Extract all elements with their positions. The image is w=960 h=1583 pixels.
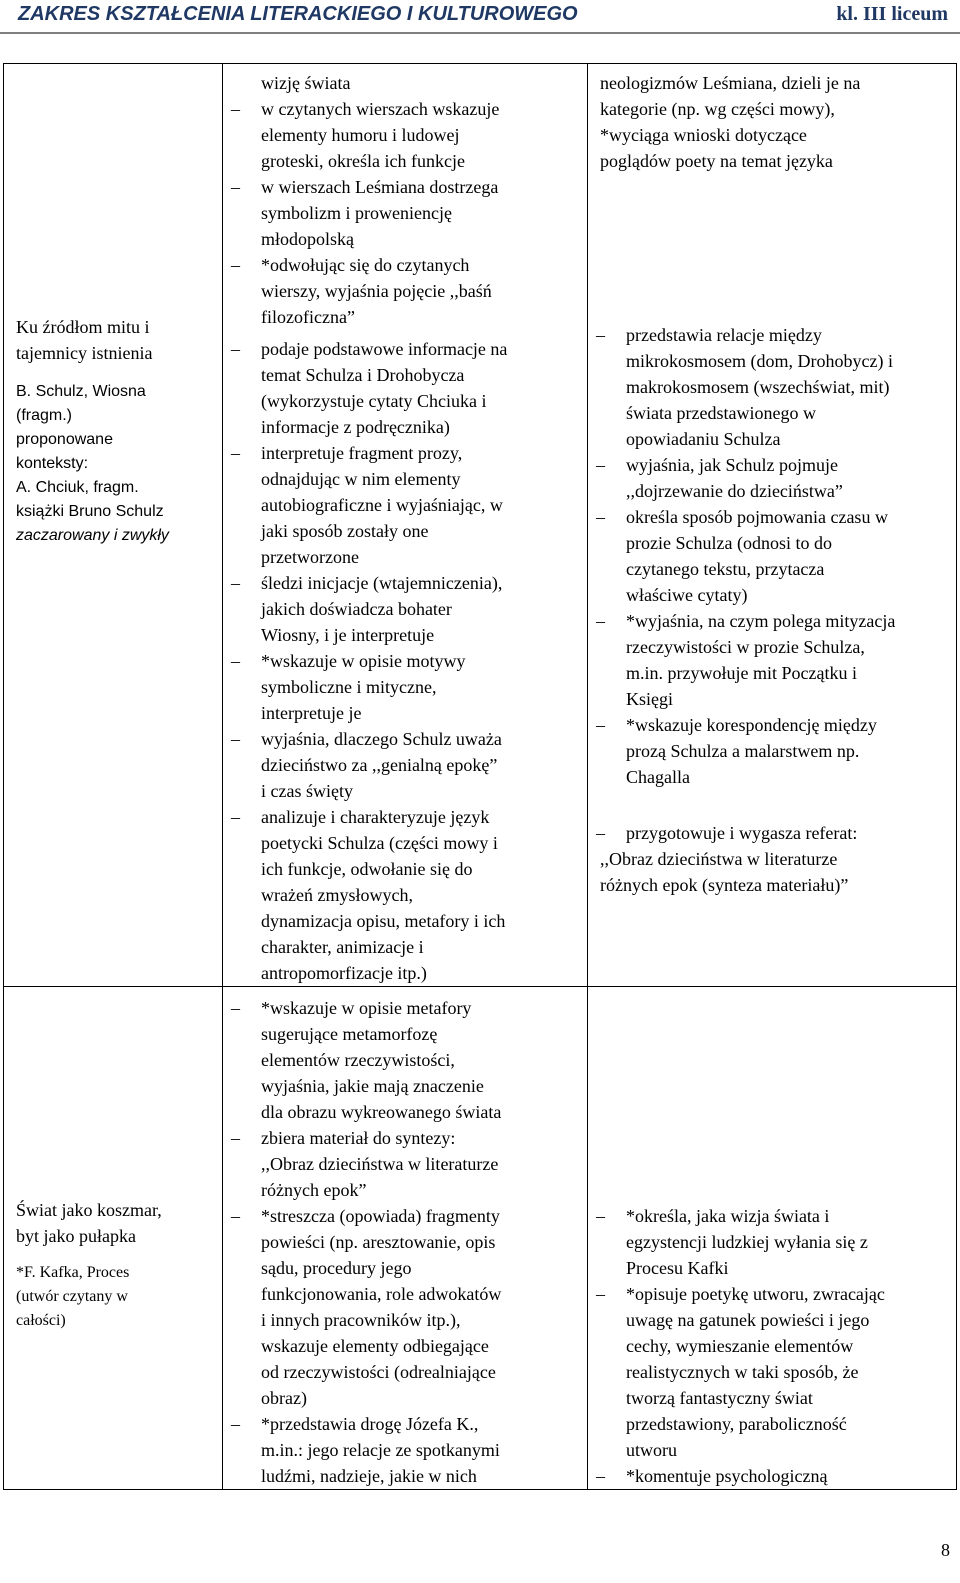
objective-line: makrokosmosem (wszechświat, mit): [626, 377, 890, 397]
dash-bullet: –: [596, 611, 605, 631]
page-header: [0, 0, 960, 30]
objective-line: m.in. przywołuje mit Początku i: [626, 663, 857, 683]
dash-bullet: –: [231, 1414, 240, 1434]
table-row: [4, 987, 957, 1490]
objective-line: ,,dojrzewanie do dzieciństwa”: [626, 481, 843, 501]
dash-bullet: –: [231, 651, 240, 671]
contexts-label: konteksty:: [16, 455, 89, 472]
objective-line: *wyjaśnia, na czym polega mityzacja: [626, 611, 896, 631]
objective-line: *wyciąga wnioski dotyczące: [600, 125, 807, 145]
objective-line: *odwołując się do czytanych: [261, 255, 470, 275]
header-rule: [0, 32, 960, 34]
objective-line: opowiadaniu Schulza: [626, 429, 781, 449]
objective-item: [223, 995, 587, 1125]
topic-cell: [4, 64, 223, 987]
reading-list: [16, 380, 222, 548]
advanced-objectives-cell: [588, 64, 957, 987]
objective-line: m.in.: jego relacje ze spotkanymi: [261, 1440, 500, 1460]
objective-line: *przedstawia drogę Józefa K.,: [261, 1414, 479, 1434]
objective-line: różnych epok”: [261, 1180, 367, 1200]
objective-line: utworu: [626, 1440, 677, 1460]
objective-line: Procesu Kafki: [626, 1258, 729, 1278]
objective-line: *opisuje poetykę utworu, zwracając: [626, 1284, 885, 1304]
objective-item: [588, 820, 956, 898]
objectives-cell: [223, 987, 588, 1490]
objectives-cell: [223, 64, 588, 987]
dash-bullet: –: [231, 255, 240, 275]
dash-bullet: –: [596, 715, 605, 735]
objective-line: wskazuje elementy odbiegające: [261, 1336, 489, 1356]
objectives-list: [588, 820, 956, 898]
header-title: ZAKRES KSZTAŁCENIA LITERACKIEGO I KULTUROWEGO: [18, 3, 578, 25]
topic-cell: [4, 987, 223, 1490]
objective-item: [588, 452, 956, 504]
objective-line: ich funkcje, odwołanie się do: [261, 859, 473, 879]
dash-bullet: –: [231, 177, 240, 197]
objective-item: [223, 1411, 587, 1489]
objective-line: wrażeń zmysłowych,: [261, 885, 413, 905]
objective-line: Księgi: [626, 689, 673, 709]
objective-line: powieści (np. aresztowanie, opis: [261, 1232, 496, 1252]
reading-line: (utwór czytany w: [16, 1288, 128, 1305]
objective-line: poglądów poety na temat języka: [600, 151, 833, 171]
objective-line: informacje z podręcznika): [261, 417, 450, 437]
objectives-list: [223, 70, 587, 330]
dash-bullet: –: [596, 1206, 605, 1226]
objective-line: *wskazuje w opisie motywy: [261, 651, 466, 671]
objective-line: prozą Schulza a malarstwem np.: [626, 741, 860, 761]
objective-line: mikrokosmosem (dom, Drohobycz) i: [626, 351, 893, 371]
objective-line: wyjaśnia, jak Schulz pojmuje: [626, 455, 838, 475]
objective-item: [223, 726, 587, 804]
objective-line: realistycznych w taki sposób, że: [626, 1362, 859, 1382]
objective-line: śledzi inicjacje (wtajemniczenia),: [261, 573, 503, 593]
objective-line: wierszy, wyjaśnia pojęcie ,,baśń: [261, 281, 492, 301]
objective-line: charakter, animizacje i: [261, 937, 424, 957]
objective-line: rzeczywistości w prozie Schulza,: [626, 637, 865, 657]
objective-line: *wskazuje korespondencję między: [626, 715, 877, 735]
objectives-list: [588, 322, 956, 790]
objective-line: w czytanych wierszach wskazuje: [261, 99, 500, 119]
objective-item: [588, 1463, 956, 1489]
objective-line: świata przedstawionego w: [626, 403, 816, 423]
objective-line: tworzą fantastyczny świat: [626, 1388, 813, 1408]
topic-title: [16, 1197, 222, 1249]
topic-line: Świat jako koszmar,: [16, 1200, 162, 1220]
objective-line: ludźmi, nadzieje, jakie w nich: [261, 1466, 477, 1486]
objective-line: Chagalla: [626, 767, 690, 787]
objective-item: [223, 252, 587, 330]
objective-item: [223, 336, 587, 440]
objective-line: kategorie (np. wg części mowy),: [600, 99, 835, 119]
objective-item: [223, 1203, 587, 1411]
objective-line: przetworzone: [261, 547, 359, 567]
dash-bullet: –: [231, 339, 240, 359]
dash-bullet: –: [231, 99, 240, 119]
topic-line: Ku źródłom mitu i: [16, 317, 150, 337]
objective-line: wyjaśnia, jakie mają znaczenie: [261, 1076, 484, 1096]
objective-line: elementów rzeczywistości,: [261, 1050, 455, 1070]
objective-line: autobiograficzne i wyjaśniając, w: [261, 495, 503, 515]
dash-bullet: –: [596, 455, 605, 475]
objective-line: interpretuje je: [261, 703, 362, 723]
context-line: książki Bruno Schulz: [16, 503, 164, 520]
objective-item: [588, 1281, 956, 1463]
objective-line: dla obrazu wykreowanego świata: [261, 1102, 502, 1122]
objective-line: i czas święty: [261, 781, 353, 801]
objective-item: [588, 504, 956, 608]
objective-line: symbolizm i proweniencję: [261, 203, 452, 223]
dash-bullet: –: [596, 507, 605, 527]
topic-line: tajemnicy istnienia: [16, 343, 153, 363]
reading-line: *F. Kafka, Proces: [16, 1264, 130, 1281]
reading-line: (fragm.): [16, 407, 72, 424]
reading-line: B. Schulz, Wiosna: [16, 383, 146, 400]
objective-item: [223, 96, 587, 174]
objective-line: czytanego tekstu, przytacza: [626, 559, 825, 579]
objective-line: elementy humoru i ludowej: [261, 125, 460, 145]
objectives-list: [588, 70, 956, 174]
contexts-label: proponowane: [16, 431, 113, 448]
dash-bullet: –: [596, 823, 605, 843]
objective-line: neologizmów Leśmiana, dzieli je na: [600, 73, 861, 93]
objective-line: obraz): [261, 1388, 307, 1408]
objective-item: [223, 648, 587, 726]
header-class-label: kl. III liceum: [836, 3, 948, 25]
objective-line: odnajdując w nim elementy: [261, 469, 461, 489]
objective-item: [223, 440, 587, 570]
objective-line: (wykorzystuje cytaty Chciuka i: [261, 391, 487, 411]
objective-line: Wiosny, i je interpretuje: [261, 625, 435, 645]
objective-line: egzystencji ludzkiej wyłania się z: [626, 1232, 868, 1252]
dash-bullet: –: [231, 998, 240, 1018]
dash-bullet: –: [231, 729, 240, 749]
objectives-list: [223, 336, 587, 986]
objective-line: groteski, określa ich funkcje: [261, 151, 465, 171]
objective-line: przygotowuje i wygasza referat:: [626, 823, 858, 843]
topic-title: [16, 314, 222, 366]
objective-line: antropomorfizacje itp.): [261, 963, 427, 983]
objective-line: różnych epok (synteza materiału)”: [600, 875, 849, 895]
objective-line: prozie Schulza (odnosi to do: [626, 533, 832, 553]
objective-line: od rzeczywistości (odrealniające: [261, 1362, 496, 1382]
objective-line: sugerujące metamorfozę: [261, 1024, 438, 1044]
dash-bullet: –: [231, 573, 240, 593]
objective-line: filozoficzna”: [261, 307, 355, 327]
objective-line: zbiera materiał do syntezy:: [261, 1128, 456, 1148]
objective-line: przedstawiony, paraboliczność: [626, 1414, 847, 1434]
objective-item: [223, 70, 587, 96]
objective-item: [588, 1203, 956, 1281]
objective-line: ,,Obraz dzieciństwa w literaturze: [600, 849, 838, 869]
advanced-objectives-cell: [588, 987, 957, 1490]
objective-line: interpretuje fragment prozy,: [261, 443, 463, 463]
reading-line: całości): [16, 1312, 66, 1329]
objective-line: poetycki Schulza (części mowy i: [261, 833, 498, 853]
dash-bullet: –: [596, 1284, 605, 1304]
dash-bullet: –: [231, 807, 240, 827]
topic-line: byt jako pułapka: [16, 1226, 136, 1246]
objective-item: [588, 712, 956, 790]
objectives-list: [588, 1203, 956, 1489]
context-line: A. Chciuk, fragm.: [16, 479, 139, 496]
page-number: 8: [941, 1540, 950, 1560]
context-line: zaczarowany i zwykły: [16, 527, 169, 544]
reading-list: [16, 1261, 222, 1333]
objective-line: jakich doświadcza bohater: [261, 599, 452, 619]
objective-line: *wskazuje w opisie metafory: [261, 998, 472, 1018]
objective-line: funkcjonowania, role adwokatów: [261, 1284, 502, 1304]
objective-line: przedstawia relacje między: [626, 325, 822, 345]
objectives-list: [223, 995, 587, 1203]
curriculum-table: [3, 63, 957, 1490]
objective-line: uwagę na gatunek powieści i jego: [626, 1310, 870, 1330]
objective-line: wyjaśnia, dlaczego Schulz uważa: [261, 729, 502, 749]
objective-line: dynamizacja opisu, metafory i ich: [261, 911, 506, 931]
objective-line: analizuje i charakteryzuje język: [261, 807, 490, 827]
objective-line: w wierszach Leśmiana dostrzega: [261, 177, 499, 197]
objective-line: i innych pracowników itp.),: [261, 1310, 461, 1330]
objective-line: sądu, procedury jego: [261, 1258, 412, 1278]
objective-item: [223, 804, 587, 986]
objective-line: cechy, wymieszanie elementów: [626, 1336, 854, 1356]
objective-line: określa sposób pojmowania czasu w: [626, 507, 888, 527]
objective-item: [223, 174, 587, 252]
dash-bullet: –: [596, 1466, 605, 1486]
table-row: [4, 64, 957, 987]
objective-line: podaje podstawowe informacje na: [261, 339, 508, 359]
dash-bullet: –: [231, 1206, 240, 1226]
objective-item: [588, 70, 956, 174]
objective-line: dzieciństwo za ,,genialną epokę”: [261, 755, 498, 775]
objective-item: [588, 322, 956, 452]
objective-item: [223, 570, 587, 648]
objectives-list: [223, 1203, 587, 1489]
dash-bullet: –: [596, 325, 605, 345]
objective-line: *streszcza (opowiada) fragmenty: [261, 1206, 500, 1226]
objective-line: *komentuje psychologiczną: [626, 1466, 828, 1486]
objective-line: ,,Obraz dzieciństwa w literaturze: [261, 1154, 499, 1174]
objective-item: [588, 608, 956, 712]
objective-line: młodopolską: [261, 229, 354, 249]
objective-line: *określa, jaka wizja świata i: [626, 1206, 830, 1226]
objective-line: właściwe cytaty): [626, 585, 748, 605]
objective-line: wizję świata: [261, 73, 351, 93]
objective-line: temat Schulza i Drohobycza: [261, 365, 465, 385]
dash-bullet: –: [231, 443, 240, 463]
objective-line: symboliczne i mityczne,: [261, 677, 437, 697]
dash-bullet: –: [231, 1128, 240, 1148]
objective-line: jaki sposób zostały one: [261, 521, 429, 541]
objective-item: [223, 1125, 587, 1203]
